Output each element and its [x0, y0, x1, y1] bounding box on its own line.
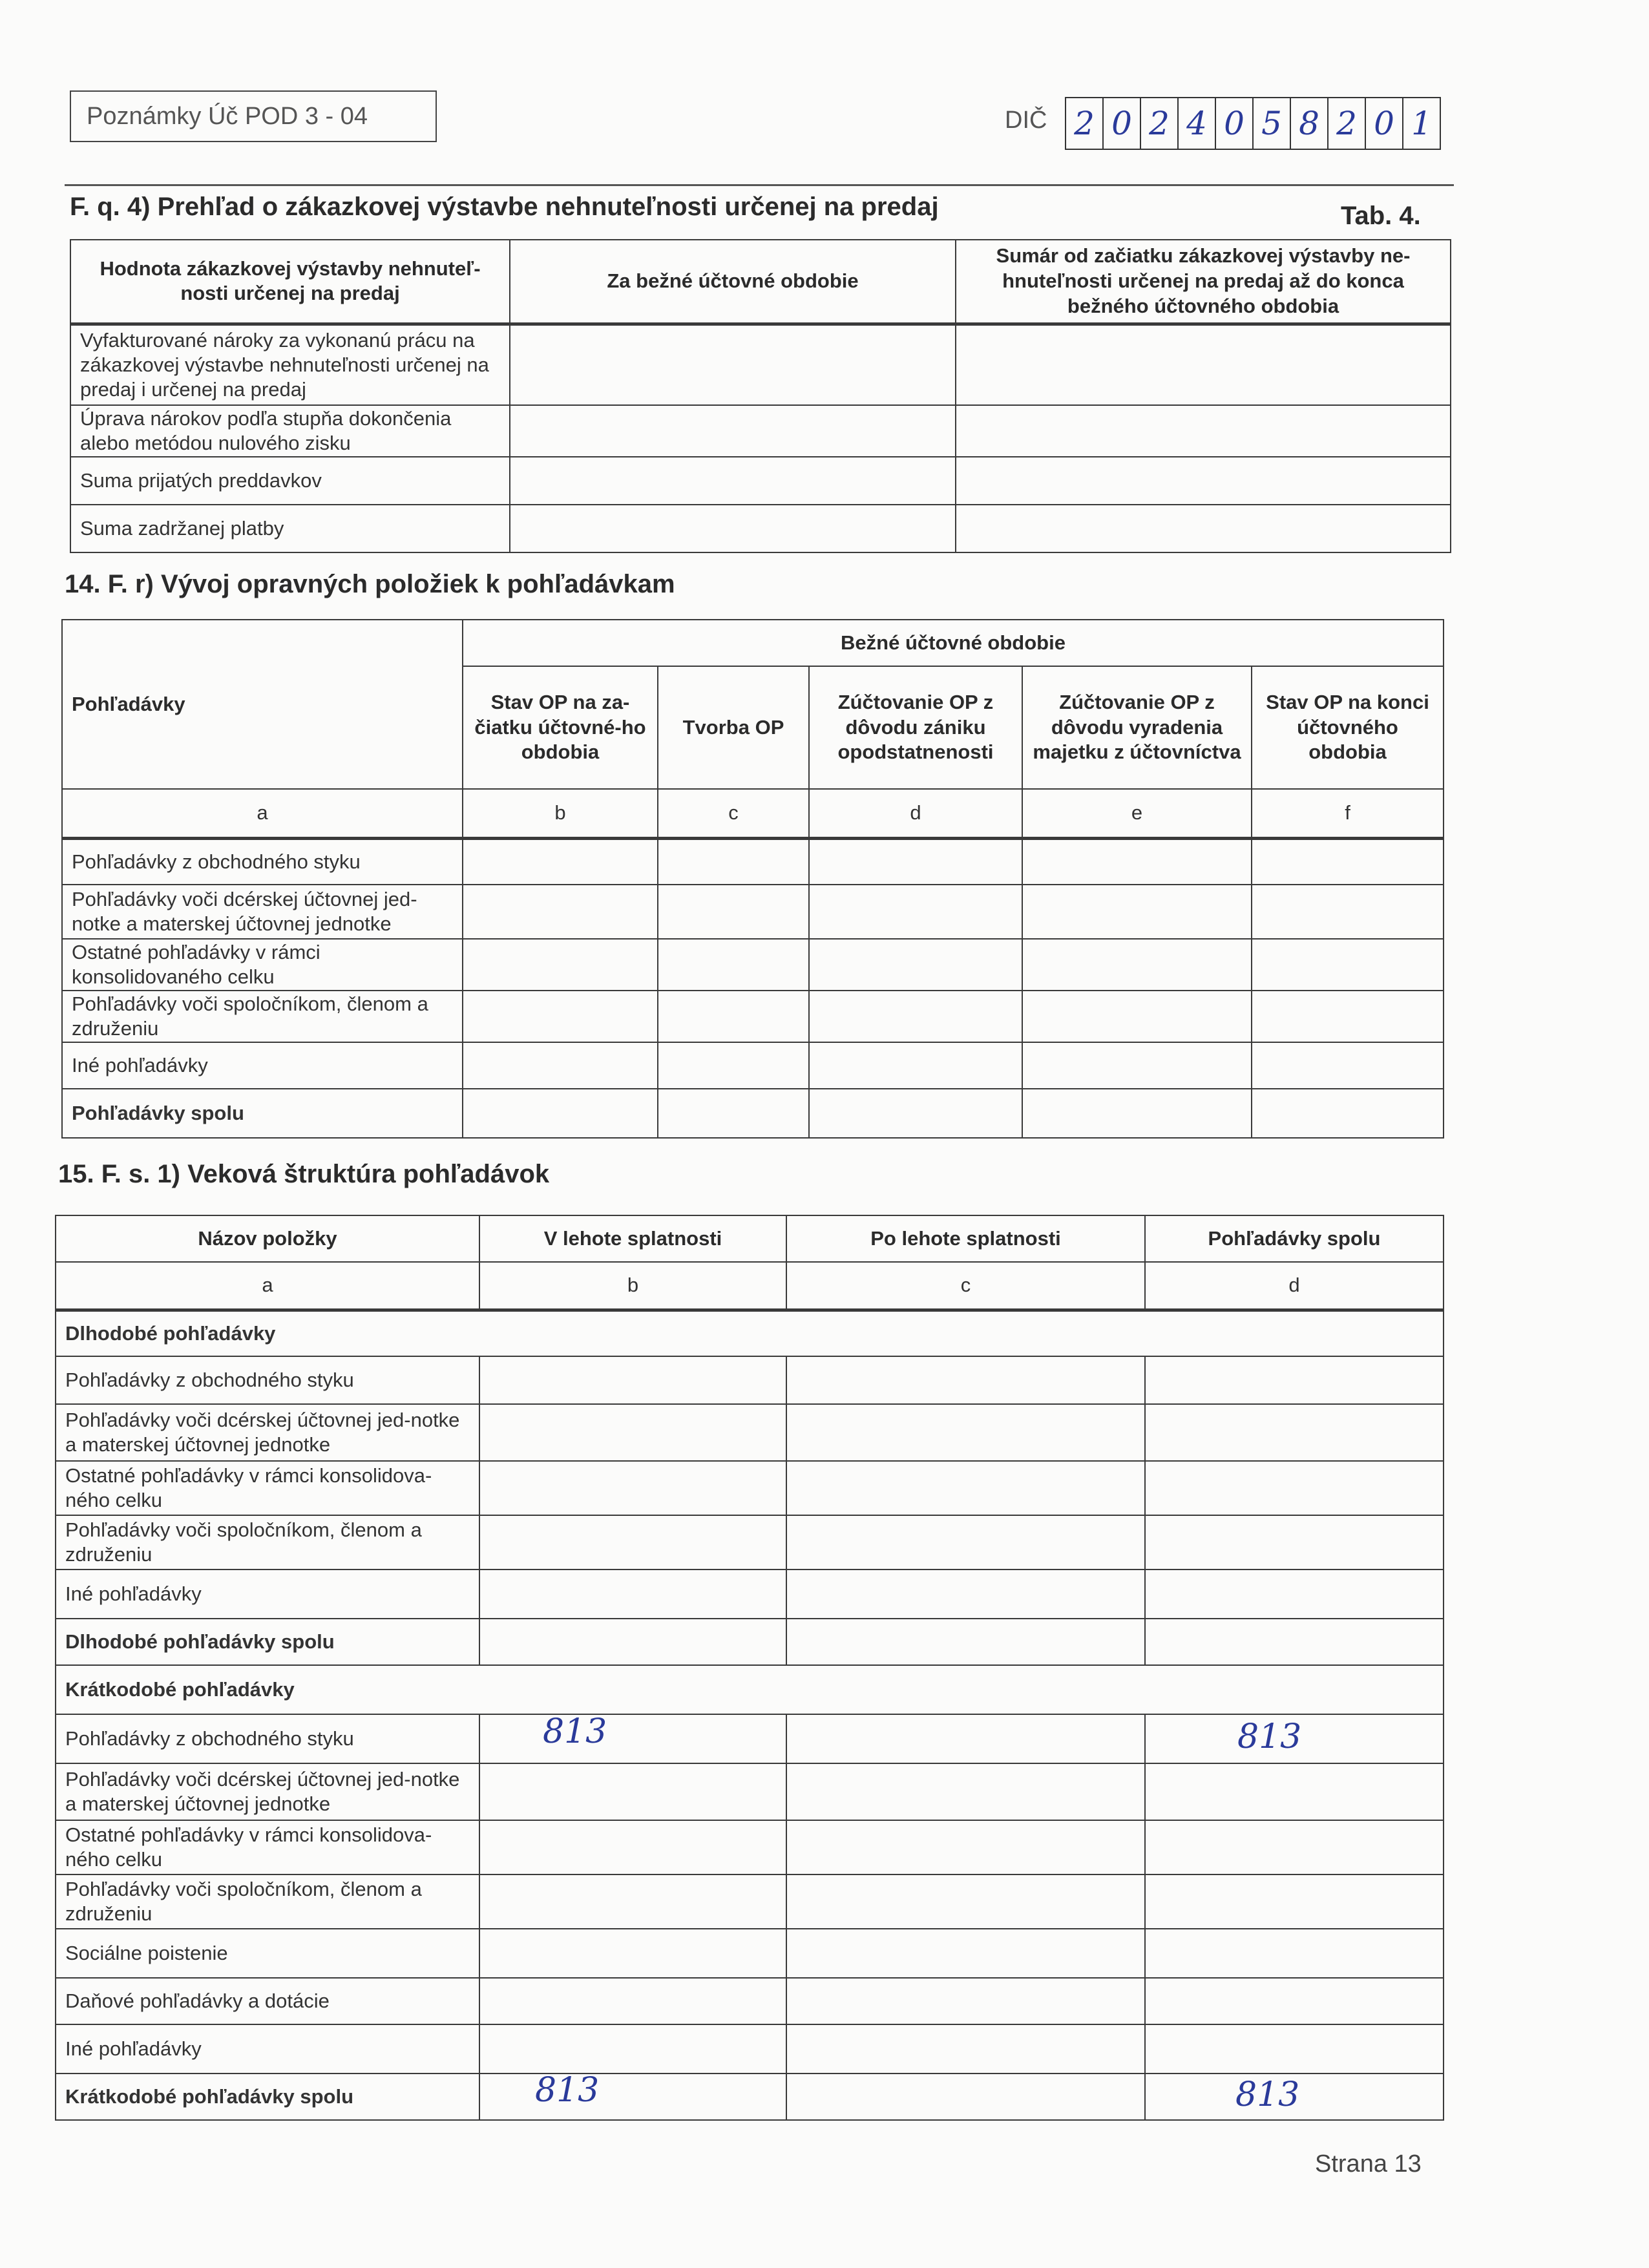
- tab15-row-label: Ostatné pohľadávky v rámci konsolidova-ného celku: [56, 1461, 479, 1515]
- dic-digit: 4: [1177, 98, 1215, 149]
- tab4-row-label: Suma zadržanej platby: [70, 505, 510, 552]
- tab4-header-current: Za bežné účtovné obdobie: [510, 240, 956, 324]
- tab14-header-b: Stav OP na za-čiatku účtovné-ho obdobia: [463, 666, 658, 789]
- tab4-title: F. q. 4) Prehľad o zákazkovej výstavbe nehnuteľnosti určenej na predaj: [70, 193, 939, 221]
- tab15-letter: a: [56, 1262, 479, 1310]
- tab15-cell[interactable]: [1145, 1356, 1444, 1404]
- tab4-row-label: Suma prijatých preddavkov: [70, 457, 510, 505]
- tab14-title: 14. F. r) Vývoj opravných položiek k pohľadávkam: [65, 570, 675, 598]
- page-number: Strana 13: [1315, 2150, 1422, 2178]
- tab14-cell[interactable]: [1252, 991, 1444, 1042]
- tab14-cell[interactable]: [658, 1089, 809, 1138]
- tab15-cell[interactable]: [479, 1619, 786, 1665]
- tab14-cell[interactable]: [1252, 939, 1444, 991]
- tab15-cell[interactable]: [1145, 1515, 1444, 1570]
- tab15-table: [55, 1215, 1444, 2121]
- tab14-letter: f: [1252, 789, 1444, 838]
- tab15-cell[interactable]: [479, 1874, 786, 1929]
- tab15-cell[interactable]: [479, 1714, 786, 1763]
- tab15-header-overdue: Po lehote splatnosti: [786, 1215, 1145, 1262]
- tab14-letter: a: [62, 789, 463, 838]
- tab15-cell[interactable]: [1145, 1619, 1444, 1665]
- tab14-row-label: Pohľadávky voči dcérskej účtovnej jed-notke a materskej účtovnej jednotke: [62, 885, 463, 939]
- tab15-letter: d: [1145, 1262, 1444, 1310]
- tab15-row-label: Iné pohľadávky: [56, 2024, 479, 2074]
- tab4-header-cumulative: Sumár od začiatku zákazkovej výstavby ne-hnuteľnosti určenej na predaj až do konca bežného účtovného obdobia: [956, 240, 1451, 324]
- tab4-cell[interactable]: [956, 324, 1451, 405]
- tab15-cell[interactable]: [786, 2074, 1145, 2120]
- tab15-row-label: Pohľadávky voči dcérskej účtovnej jed-notke a materskej účtovnej jednotke: [56, 1763, 479, 1820]
- dic-digit: 2: [1140, 98, 1177, 149]
- tab4-header-value: Hodnota zákazkovej výstavby nehnuteľ-nosti určenej na predaj: [70, 240, 510, 324]
- tab15-cell[interactable]: [786, 1763, 1145, 1820]
- tab15-cell[interactable]: [786, 1515, 1145, 1570]
- tab15-row-label: Iné pohľadávky: [56, 1570, 479, 1619]
- tab14-cell[interactable]: [809, 885, 1022, 939]
- tab14-letter: c: [658, 789, 809, 838]
- dic-digit: 0: [1365, 98, 1402, 149]
- tab4-cell[interactable]: [510, 457, 956, 505]
- dic-digit: 0: [1215, 98, 1252, 149]
- tab14-header-d: Zúčtovanie OP z dôvodu zániku opodstatnenosti: [809, 666, 1022, 789]
- tab15-cell[interactable]: [786, 1978, 1145, 2024]
- tab15-cell[interactable]: [479, 1404, 786, 1461]
- tab15-row-label: Pohľadávky z obchodného styku: [56, 1356, 479, 1404]
- tab15-cell[interactable]: [479, 1820, 786, 1874]
- tab14-cell[interactable]: [1022, 1042, 1252, 1089]
- tab15-cell[interactable]: [786, 1820, 1145, 1874]
- tab14-cell[interactable]: [1022, 991, 1252, 1042]
- tab15-cell[interactable]: [786, 1714, 1145, 1763]
- tab15-cell[interactable]: [1145, 1978, 1444, 2024]
- tab14-cell[interactable]: [1022, 885, 1252, 939]
- dic-label: DIČ: [1005, 107, 1047, 134]
- tab15-short-section: Krátkodobé pohľadávky: [56, 1665, 1444, 1714]
- tab15-cell[interactable]: [479, 2024, 786, 2074]
- tab15-long-total-label: Dlhodobé pohľadávky spolu: [56, 1619, 479, 1665]
- tab15-cell[interactable]: [479, 2074, 786, 2120]
- tab4-cell[interactable]: [956, 505, 1451, 552]
- tab15-cell[interactable]: [786, 1404, 1145, 1461]
- tab14-letter: b: [463, 789, 658, 838]
- tab15-cell[interactable]: [1145, 1820, 1444, 1874]
- tab14-cell[interactable]: [809, 1089, 1022, 1138]
- tab15-row-label: Daňové pohľadávky a dotácie: [56, 1978, 479, 2024]
- tab14-cell[interactable]: [463, 885, 658, 939]
- form-label-box: [70, 90, 437, 142]
- tab14-cell[interactable]: [1022, 939, 1252, 991]
- tab4-cell[interactable]: [510, 324, 956, 405]
- tab14-cell[interactable]: [463, 838, 658, 885]
- tab14-cell[interactable]: [1252, 838, 1444, 885]
- form-label: Poznámky Úč POD 3 - 04: [87, 103, 368, 130]
- tab15-row-label: Ostatné pohľadávky v rámci konsolidova-ného celku: [56, 1820, 479, 1874]
- tab15-cell[interactable]: [479, 1515, 786, 1570]
- tab15-cell[interactable]: [479, 1570, 786, 1619]
- tab14-cell[interactable]: [463, 1089, 658, 1138]
- tab15-cell[interactable]: [1145, 2024, 1444, 2074]
- tab15-header-total: Pohľadávky spolu: [1145, 1215, 1444, 1262]
- tab14-total-label: Pohľadávky spolu: [62, 1089, 463, 1138]
- tab15-cell[interactable]: [786, 1461, 1145, 1515]
- tab15-cell[interactable]: [1145, 1404, 1444, 1461]
- tab14-table: [61, 619, 1444, 1139]
- tab14-cell[interactable]: [658, 838, 809, 885]
- dic-digit: 2: [1065, 98, 1102, 149]
- tab15-letter: b: [479, 1262, 786, 1310]
- tab14-cell[interactable]: [463, 991, 658, 1042]
- dic-digit: 1: [1402, 98, 1440, 149]
- tab4-row-label: Úprava nárokov podľa stupňa dokončenia alebo metódou nulového zisku: [70, 405, 510, 457]
- tab14-cell[interactable]: [809, 939, 1022, 991]
- tab14-cell[interactable]: [1252, 885, 1444, 939]
- tab15-cell[interactable]: [479, 1356, 786, 1404]
- tab14-cell[interactable]: [463, 1042, 658, 1089]
- tab4-cell[interactable]: [956, 405, 1451, 457]
- tab4-row-label: Vyfakturované nároky za vykonanú prácu na zákazkovej výstavbe nehnuteľnosti určenej na predaj i určenej na predaj: [70, 324, 510, 405]
- tab15-cell[interactable]: [1145, 1461, 1444, 1515]
- tab14-letter: d: [809, 789, 1022, 838]
- tab15-cell[interactable]: [479, 1763, 786, 1820]
- tab14-cell[interactable]: [658, 885, 809, 939]
- tab14-cell[interactable]: [809, 1042, 1022, 1089]
- tab15-row-label: Pohľadávky z obchodného styku: [56, 1714, 479, 1763]
- tab14-letter: e: [1022, 789, 1252, 838]
- handwritten-short-total-total: 813: [1235, 2075, 1300, 2114]
- tab15-long-section: Dlhodobé pohľadávky: [56, 1310, 1444, 1356]
- tab4-label: Tab. 4.: [1341, 202, 1421, 230]
- dic-digit: 0: [1102, 98, 1140, 149]
- tab15-cell[interactable]: [1145, 1570, 1444, 1619]
- tab15-letter: c: [786, 1262, 1145, 1310]
- tab14-cell[interactable]: [1252, 1042, 1444, 1089]
- tab15-row-label: Pohľadávky voči spoločníkom, členom a združeniu: [56, 1874, 479, 1929]
- tab15-cell[interactable]: [786, 2024, 1145, 2074]
- tab14-cell[interactable]: [1252, 1089, 1444, 1138]
- tab15-cell[interactable]: [786, 1570, 1145, 1619]
- tab14-row-label: Pohľadávky voči spoločníkom, členom a združeniu: [62, 991, 463, 1042]
- dic-digit: 2: [1327, 98, 1365, 149]
- tab14-cell[interactable]: [658, 991, 809, 1042]
- tab15-cell[interactable]: [786, 1619, 1145, 1665]
- tab14-cell[interactable]: [1022, 1089, 1252, 1138]
- header-divider: [65, 184, 1454, 186]
- tab4-cell[interactable]: [510, 405, 956, 457]
- tab15-cell[interactable]: [1145, 1874, 1444, 1929]
- tab15-title: 15. F. s. 1) Veková štruktúra pohľadávok: [58, 1160, 550, 1188]
- tab14-cell[interactable]: [658, 1042, 809, 1089]
- tab14-cell[interactable]: [463, 939, 658, 991]
- tab15-header-within: V lehote splatnosti: [479, 1215, 786, 1262]
- tab15-header-name: Názov položky: [56, 1215, 479, 1262]
- tab14-cell[interactable]: [658, 939, 809, 991]
- handwritten-trade-total: 813: [1237, 1717, 1302, 1756]
- tab14-cell[interactable]: [809, 991, 1022, 1042]
- handwritten-short-total-within: 813: [535, 2071, 600, 2110]
- dic-boxes: [1065, 97, 1441, 150]
- tab15-cell[interactable]: [786, 1356, 1145, 1404]
- tab14-header-f: Stav OP na konci účtovného obdobia: [1252, 666, 1444, 789]
- tab14-cell[interactable]: [809, 838, 1022, 885]
- tab15-cell[interactable]: [479, 1461, 786, 1515]
- tab14-row-label: Pohľadávky z obchodného styku: [62, 838, 463, 885]
- tab15-cell[interactable]: [786, 1874, 1145, 1929]
- dic-digit: 5: [1252, 98, 1290, 149]
- tab14-cell[interactable]: [1022, 838, 1252, 885]
- tab15-row-label: Pohľadávky voči dcérskej účtovnej jed-notke a materskej účtovnej jednotke: [56, 1404, 479, 1461]
- tab14-header-c: Tvorba OP: [658, 666, 809, 789]
- tab4-cell[interactable]: [510, 505, 956, 552]
- dic-digit: 8: [1290, 98, 1327, 149]
- tab14-header-receivables: Pohľadávky: [62, 620, 463, 789]
- tab14-row-label: Ostatné pohľadávky v rámci konsolidovaného celku: [62, 939, 463, 991]
- tab15-row-label: Pohľadávky voči spoločníkom, členom a združeniu: [56, 1515, 479, 1570]
- tab15-short-total-label: Krátkodobé pohľadávky spolu: [56, 2074, 479, 2120]
- tab15-row-label: Sociálne poistenie: [56, 1929, 479, 1978]
- tab15-cell[interactable]: [1145, 1929, 1444, 1978]
- tab14-header-e: Zúčtovanie OP z dôvodu vyradenia majetku z účtovníctva: [1022, 666, 1252, 789]
- handwritten-trade-within: 813: [543, 1712, 607, 1751]
- tab4-cell[interactable]: [956, 457, 1451, 505]
- tab14-row-label: Iné pohľadávky: [62, 1042, 463, 1089]
- tab14-header-period: Bežné účtovné obdobie: [463, 620, 1444, 666]
- tab15-cell[interactable]: [786, 1929, 1145, 1978]
- tab15-cell[interactable]: [1145, 1763, 1444, 1820]
- tab15-cell[interactable]: [479, 1978, 786, 2024]
- tab4-table: [70, 239, 1451, 553]
- tab15-cell[interactable]: [479, 1929, 786, 1978]
